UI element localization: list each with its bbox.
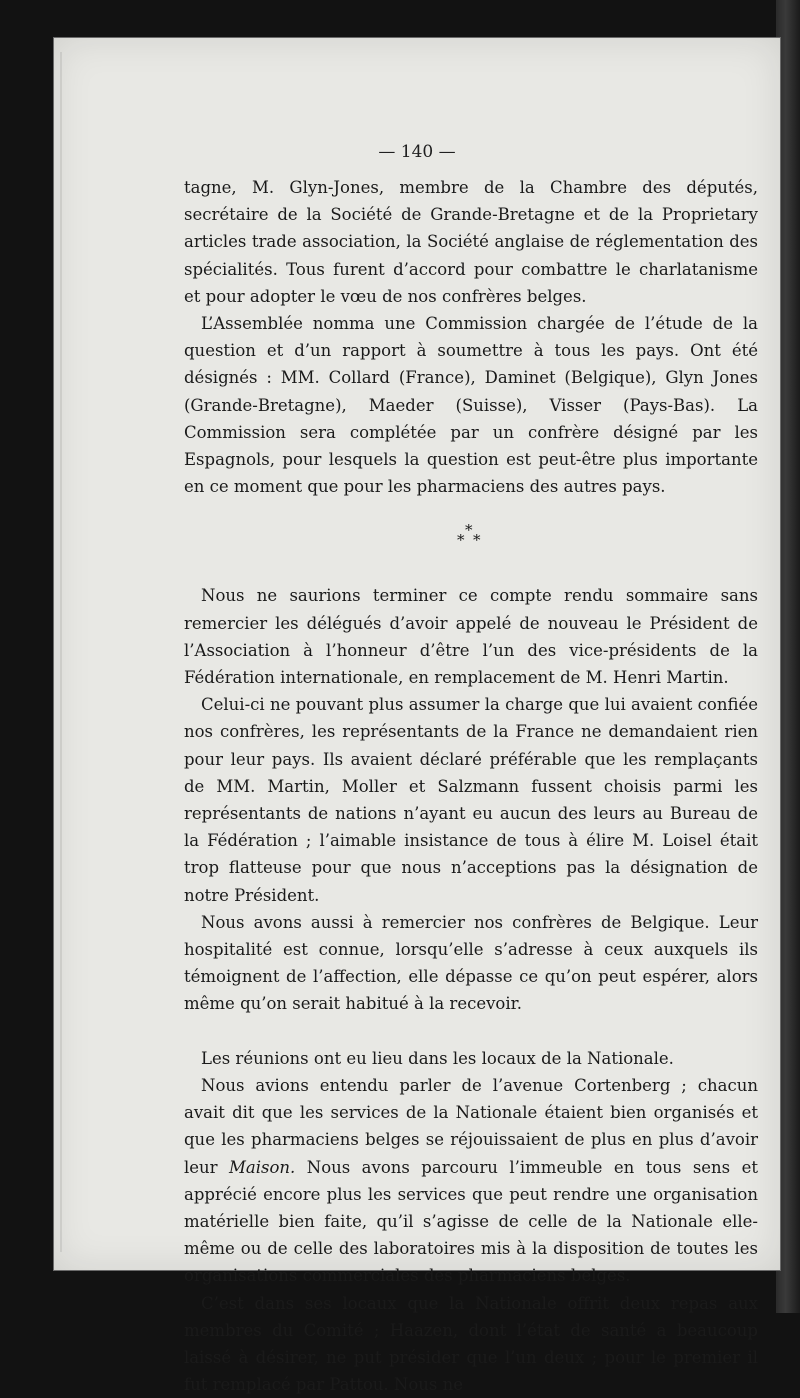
paragraph-meals: C’est dans ses locaux que la Nationale offrit deux repas aux membres du Comité ; Haazen, dont l’état de santé a beaucoup laissé à désirer, ne put présider que l’un deux ; pour le premier il fut remplacé par Pattou. Nous ne [184, 1293, 758, 1395]
section-gap [184, 1018, 758, 1045]
paragraph-continuation: tagne, M. Glyn-Jones, membre de la Chambre des députés, secrétaire de la Société de Grande-Bretagne et de la Proprietary articles trade association, la Société anglaise de réglementation des spécialités. Tous furent d’accord pour combattre le charlatanisme et pour adopter le vœu de nos confrères belges. [184, 178, 758, 306]
document-page [54, 38, 780, 1395]
page-binding-shadow [60, 52, 62, 1252]
paragraph-vice-president: Celui-ci ne pouvant plus assumer la charge que lui avaient confiée nos confrères, les représentants de la France ne demandaient rien pour leur pays. Ils avaient déclaré préférable que les remplaçants de MM. Martin, Moller et Salzmann fussent choisis parmi les représentants de nations n’ayant eu aucun des leurs au Bureau de la Fédération ; l’aimable insistance de tous à élire M. Loisel était trop flatteuse pour que nous n’acceptions pas la désignation de notre Président. [184, 695, 758, 905]
paragraph-avenue-part1: Nous avions entendu parler de l’avenue Cortenberg ; chacun avait dit que les services de la Nationale étaient bien organisés et que les pharmaciens belges se réjouissaient de plus en plus d’avoir leur [184, 1075, 758, 1177]
asterism [184, 500, 758, 582]
asterism-star: * [457, 531, 465, 550]
paragraph-avenue-part2: Nous avons parcouru l’immeuble en tous sens et apprécié encore plus les services que peut rendre une organisation matérielle bien faite, qu’il s’agisse de celle de la Nationale elle-même ou de celle des laboratoires mis à la disposition de toutes les organisations commerciales des pharmaciens belges. [184, 1157, 758, 1286]
maison-italic: Maison. [229, 1157, 296, 1177]
asterism-star: * [473, 531, 481, 550]
asterism-star: * [465, 521, 473, 540]
paragraph-commission: L’Assemblée nomma une Commission chargée de l’étude de la question et d’un rapport à soumettre à tous les pays. Ont été désignés : MM. Collard (France), Daminet (Belgique), Glyn Jones (Grande-Bretagne), Maeder (Suisse), Visser (Pays-Bas). La Commission sera complétée par un confrère désigné par les Espagnols, pour lesquels la question est peut-être plus importante en ce moment que pour les pharmaciens des autres pays. [184, 314, 758, 497]
paragraph-meetings: Les réunions ont eu lieu dans les locaux de la Nationale. [201, 1048, 674, 1068]
body-text [184, 174, 758, 1398]
paragraph-belgium: Nous avons aussi à remercier nos confrères de Belgique. Leur hospitalité est connue, lorsqu’elle s’adresse à ceux auxquels ils témoignent de l’affection, elle dépasse ce qu’on peut espérer, alors même qu’on serait habitué à la recevoir. [184, 912, 758, 1014]
paragraph-thanks: Nous ne saurions terminer ce compte rendu sommaire sans remercier les délégués d’avoir appelé de nouveau le Président de l’Association à l’honneur d’être l’un des vice-présidents de la Fédération internationale, en remplacement de M. Henri Martin. [184, 586, 758, 688]
page-number: — 140 — [378, 142, 456, 162]
paragraph-avenue [184, 1072, 758, 1290]
